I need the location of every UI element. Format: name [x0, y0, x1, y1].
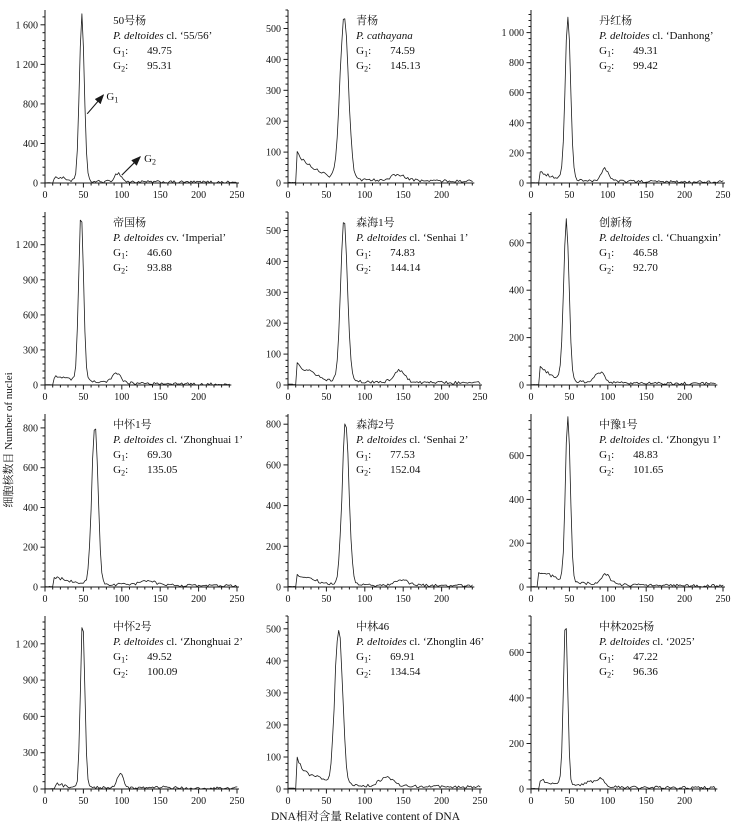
- g1-label: $G_1$:: [599, 449, 615, 463]
- y-tick-label: 800: [23, 423, 38, 435]
- peak-arrow: [122, 157, 140, 175]
- y-tick-label: 600: [23, 310, 38, 322]
- y-tick-label: 100: [266, 752, 281, 764]
- y-tick-label: 100: [266, 147, 281, 159]
- x-tick-label: 200: [677, 796, 693, 807]
- y-tick-label: 400: [266, 656, 281, 668]
- x-tick-label: 200: [434, 796, 450, 807]
- x-tick-label: 200: [677, 594, 693, 605]
- panel-latin-name: P. deltoides cl. ‘Danhong’: [599, 30, 714, 42]
- x-tick-label: 150: [152, 392, 168, 403]
- y-tick-label: 1 200: [15, 59, 38, 71]
- y-tick-label: 600: [23, 463, 38, 475]
- histogram-curve: [288, 19, 472, 183]
- x-tick-label: 250: [715, 594, 731, 605]
- y-tick-label: 200: [509, 148, 524, 160]
- g1-value: 77.53: [390, 449, 415, 461]
- y-tick-label: 500: [266, 226, 281, 237]
- x-tick-label: 50: [78, 796, 89, 807]
- y-tick-label: 800: [509, 58, 524, 70]
- y-tick-label: 600: [509, 238, 524, 250]
- x-tick-label: 150: [152, 594, 168, 605]
- y-tick-label: 0: [33, 582, 38, 594]
- g1-label: $G_1$:: [599, 651, 615, 665]
- y-tick-label: 800: [23, 99, 38, 111]
- g2-label: $G_2$:: [113, 464, 129, 478]
- g1-label: $G_1$:: [356, 651, 372, 665]
- histogram-panel-5: [243, 204, 486, 406]
- y-tick-label: 200: [266, 318, 281, 330]
- panel-latin-name: P. deltoides cl. ‘Zhonghuai 1’: [113, 434, 244, 446]
- y-tick-label: 400: [509, 118, 524, 130]
- y-tick-label: 600: [23, 711, 38, 723]
- g2-value: 135.05: [147, 464, 178, 476]
- x-tick-label: 150: [395, 594, 411, 605]
- x-tick-label: 100: [114, 796, 130, 807]
- y-tick-label: 0: [33, 784, 38, 796]
- x-tick-label: 0: [285, 190, 291, 201]
- g1-label: $G_1$:: [356, 247, 372, 261]
- g1-label: $G_1$:: [356, 449, 372, 463]
- panel-title: 丹红杨: [599, 15, 633, 27]
- y-tick-label: 300: [266, 85, 281, 97]
- x-axis-title: DNA相对含量 Relative content of DNA: [270, 811, 461, 823]
- x-tick-label: 50: [321, 392, 332, 403]
- y-tick-label: 400: [509, 693, 524, 705]
- g2-value: 95.31: [147, 60, 172, 72]
- g2-value: 145.13: [390, 60, 421, 72]
- panel-title: 中豫1号: [599, 419, 638, 431]
- g2-label: $G_2$:: [356, 262, 372, 276]
- g2-label: $G_2$:: [599, 464, 615, 478]
- x-tick-label: 150: [638, 796, 654, 807]
- x-tick-label: 100: [600, 190, 616, 201]
- x-tick-label: 0: [42, 594, 48, 605]
- panel-grid: [0, 2, 729, 810]
- y-tick-label: 800: [266, 419, 281, 431]
- x-tick-label: 0: [285, 392, 291, 403]
- y-axis-title: 细胞核数目 Number of nuclei: [3, 372, 15, 508]
- x-tick-label: 150: [638, 594, 654, 605]
- g1-label: $G_1$:: [599, 45, 615, 59]
- g2-label: $G_2$:: [113, 262, 129, 276]
- panel-title: 创新杨: [599, 217, 633, 229]
- y-tick-label: 200: [266, 116, 281, 128]
- g1-value: 49.52: [147, 651, 172, 663]
- x-tick-label: 0: [42, 190, 48, 201]
- x-tick-label: 100: [357, 594, 373, 605]
- x-tick-label: 0: [285, 594, 291, 605]
- g1-label: $G_1$:: [113, 45, 129, 59]
- y-tick-label: 1 600: [15, 20, 38, 32]
- panel-latin-name: P. deltoides cl. ‘Senhai 2’: [356, 434, 469, 446]
- histogram-panel-11: [243, 608, 486, 810]
- x-tick-label: 50: [78, 190, 89, 201]
- panel-latin-name: P. deltoides cl. ‘Zhonghuai 2’: [113, 636, 244, 648]
- x-tick-label: 100: [600, 594, 616, 605]
- x-tick-label: 50: [321, 594, 332, 605]
- g2-value: 101.65: [633, 464, 664, 476]
- g2-label: $G_2$:: [599, 666, 615, 680]
- g2-label: $G_2$:: [356, 60, 372, 74]
- y-tick-label: 200: [23, 542, 38, 554]
- y-tick-label: 200: [266, 541, 281, 553]
- histogram-curve: [531, 629, 715, 789]
- x-tick-label: 200: [434, 190, 450, 201]
- x-tick-label: 250: [472, 392, 488, 403]
- x-tick-label: 50: [78, 392, 89, 403]
- x-tick-label: 150: [638, 392, 654, 403]
- histogram-panel-2: [243, 2, 486, 204]
- y-tick-label: 400: [266, 256, 281, 268]
- g1-value: 46.60: [147, 247, 172, 259]
- g1-label: $G_1$:: [356, 45, 372, 59]
- g1-value: 46.58: [633, 247, 658, 259]
- y-tick-label: 0: [519, 784, 524, 796]
- g1-value: 74.83: [390, 247, 415, 259]
- x-tick-label: 200: [191, 594, 207, 605]
- g1-label: $G_1$:: [113, 247, 129, 261]
- y-tick-label: 900: [23, 675, 38, 687]
- x-tick-label: 50: [564, 594, 575, 605]
- y-tick-label: 300: [266, 688, 281, 700]
- y-tick-label: 1 000: [501, 28, 524, 40]
- x-tick-label: 200: [677, 190, 693, 201]
- x-tick-label: 100: [357, 796, 373, 807]
- g1-value: 69.91: [390, 651, 415, 663]
- x-tick-label: 50: [78, 594, 89, 605]
- y-tick-label: 0: [276, 380, 281, 392]
- histogram-panel-10: [0, 608, 243, 810]
- x-tick-label: 100: [357, 392, 373, 403]
- y-tick-label: 400: [23, 503, 38, 514]
- x-tick-label: 150: [395, 190, 411, 201]
- y-tick-label: 600: [509, 647, 524, 659]
- histogram-curve: [45, 429, 237, 587]
- x-tick-label: 200: [677, 392, 693, 403]
- y-tick-label: 900: [23, 275, 38, 287]
- y-tick-label: 300: [23, 748, 38, 760]
- histogram-curve: [288, 223, 480, 385]
- x-tick-label: 50: [321, 190, 332, 201]
- y-tick-label: 200: [509, 333, 524, 345]
- g2-value: 144.14: [390, 262, 421, 274]
- y-tick-label: 400: [266, 54, 281, 66]
- y-tick-label: 0: [276, 178, 281, 190]
- y-tick-label: 500: [266, 624, 281, 636]
- histogram-curve: [45, 220, 229, 385]
- x-tick-label: 200: [191, 190, 207, 201]
- y-tick-label: 300: [266, 287, 281, 299]
- g1-value: 48.83: [633, 449, 658, 461]
- peak-arrow-label: $G_2$: [144, 152, 157, 167]
- panel-title: 青杨: [356, 15, 379, 27]
- panel-title: 森海2号: [356, 419, 395, 431]
- panel-latin-name: P. deltoides cl. ‘Senhai 1’: [356, 232, 469, 244]
- y-tick-label: 0: [519, 178, 524, 190]
- x-tick-label: 150: [638, 190, 654, 201]
- histogram-panel-12: [486, 608, 729, 810]
- panel-latin-name: P. deltoides cl. ‘Zhongyu 1’: [599, 434, 722, 446]
- x-tick-label: 0: [528, 190, 534, 201]
- y-tick-label: 1 200: [15, 639, 38, 651]
- x-tick-label: 150: [152, 796, 168, 807]
- x-tick-label: 250: [229, 190, 245, 201]
- y-tick-label: 200: [509, 538, 524, 550]
- histogram-panel-7: [0, 406, 243, 608]
- panel-latin-name: P. deltoides cl. ‘55/56’: [113, 30, 213, 42]
- x-tick-label: 250: [715, 190, 731, 201]
- y-tick-label: 1 200: [15, 240, 38, 252]
- panel-title: 森海1号: [356, 217, 395, 229]
- x-tick-label: 50: [564, 190, 575, 201]
- g2-label: $G_2$:: [113, 666, 129, 680]
- g1-value: 49.31: [633, 45, 658, 57]
- g2-label: $G_2$:: [113, 60, 129, 74]
- x-tick-label: 0: [42, 796, 48, 807]
- y-tick-label: 0: [519, 380, 524, 392]
- g2-value: 92.70: [633, 262, 658, 274]
- y-tick-label: 0: [33, 380, 38, 392]
- g1-label: $G_1$:: [113, 449, 129, 463]
- x-tick-label: 100: [357, 190, 373, 201]
- g2-label: $G_2$:: [356, 464, 372, 478]
- x-tick-label: 250: [229, 594, 245, 605]
- x-tick-label: 100: [114, 190, 130, 201]
- x-tick-label: 150: [395, 392, 411, 403]
- g2-value: 152.04: [390, 464, 421, 476]
- g1-value: 49.75: [147, 45, 172, 57]
- g1-value: 69.30: [147, 449, 172, 461]
- g2-value: 96.36: [633, 666, 658, 678]
- g1-value: 47.22: [633, 651, 658, 663]
- x-tick-label: 0: [528, 594, 534, 605]
- y-tick-label: 0: [276, 582, 281, 594]
- y-tick-label: 600: [509, 88, 524, 100]
- panel-latin-name: P. deltoides cl. ‘Chuangxin’: [599, 232, 722, 244]
- y-tick-label: 400: [509, 494, 524, 506]
- y-tick-label: 600: [509, 451, 524, 463]
- panel-title: 帝国杨: [113, 217, 147, 229]
- g2-label: $G_2$:: [356, 666, 372, 680]
- x-tick-label: 200: [434, 594, 450, 605]
- histogram-panel-9: [486, 406, 729, 608]
- g1-label: $G_1$:: [113, 651, 129, 665]
- x-tick-label: 150: [152, 190, 168, 201]
- histogram-panel-3: [486, 2, 729, 204]
- x-tick-label: 200: [434, 392, 450, 403]
- g2-value: 93.88: [147, 262, 172, 274]
- x-tick-label: 100: [600, 796, 616, 807]
- panel-latin-name: P. deltoides cl. ‘Zhonglin 46’: [356, 636, 485, 648]
- x-tick-label: 50: [564, 392, 575, 403]
- y-tick-label: 600: [266, 460, 281, 472]
- y-tick-label: 200: [266, 720, 281, 732]
- histogram-curve: [288, 630, 480, 788]
- x-tick-label: 250: [472, 796, 488, 807]
- panel-title: 中怀2号: [113, 621, 152, 633]
- y-tick-label: 300: [23, 345, 38, 357]
- x-tick-label: 100: [600, 392, 616, 403]
- peak-arrow: [87, 95, 103, 114]
- x-tick-label: 150: [395, 796, 411, 807]
- histogram-panel-1: [0, 2, 243, 204]
- histogram-curve: [288, 424, 472, 587]
- x-tick-label: 0: [528, 796, 534, 807]
- g1-label: $G_1$:: [599, 247, 615, 261]
- histogram-panel-6: [486, 204, 729, 406]
- panel-latin-name: P. deltoides cv. ‘Imperial’: [113, 232, 227, 244]
- panel-title: 中林2025杨: [599, 621, 655, 633]
- panel-title: 中怀1号: [113, 419, 152, 431]
- y-tick-label: 200: [509, 739, 524, 750]
- y-tick-label: 0: [33, 178, 38, 190]
- panel-title: 50号杨: [113, 15, 147, 27]
- x-tick-label: 100: [114, 392, 130, 403]
- g1-value: 74.59: [390, 45, 415, 57]
- g2-value: 134.54: [390, 666, 421, 678]
- y-tick-label: 400: [266, 501, 281, 513]
- histogram-panel-8: [243, 406, 486, 608]
- panel-title: 中林46: [356, 621, 390, 633]
- peak-arrow-label: $G_1$: [106, 91, 119, 105]
- g2-label: $G_2$:: [599, 60, 615, 74]
- y-tick-label: 100: [266, 349, 281, 361]
- x-tick-label: 100: [114, 594, 130, 605]
- g2-label: $G_2$:: [599, 262, 615, 276]
- y-tick-label: 400: [509, 285, 524, 297]
- x-tick-label: 0: [528, 392, 534, 403]
- x-tick-label: 0: [42, 392, 48, 403]
- y-tick-label: 400: [23, 139, 38, 150]
- y-tick-label: 0: [276, 784, 281, 796]
- g2-value: 100.09: [147, 666, 178, 678]
- panel-latin-name: P. cathayana: [356, 30, 413, 42]
- x-tick-label: 200: [191, 392, 207, 403]
- x-tick-label: 0: [285, 796, 291, 807]
- x-tick-label: 200: [191, 796, 207, 807]
- y-tick-label: 0: [519, 582, 524, 594]
- panel-latin-name: P. deltoides cl. ‘2025’: [599, 636, 696, 648]
- x-tick-label: 250: [229, 796, 245, 807]
- x-tick-label: 50: [321, 796, 332, 807]
- histogram-panel-4: [0, 204, 243, 406]
- g2-value: 99.42: [633, 60, 658, 72]
- histogram-curve: [45, 628, 237, 789]
- x-tick-label: 50: [564, 796, 575, 807]
- y-tick-label: 500: [266, 24, 281, 35]
